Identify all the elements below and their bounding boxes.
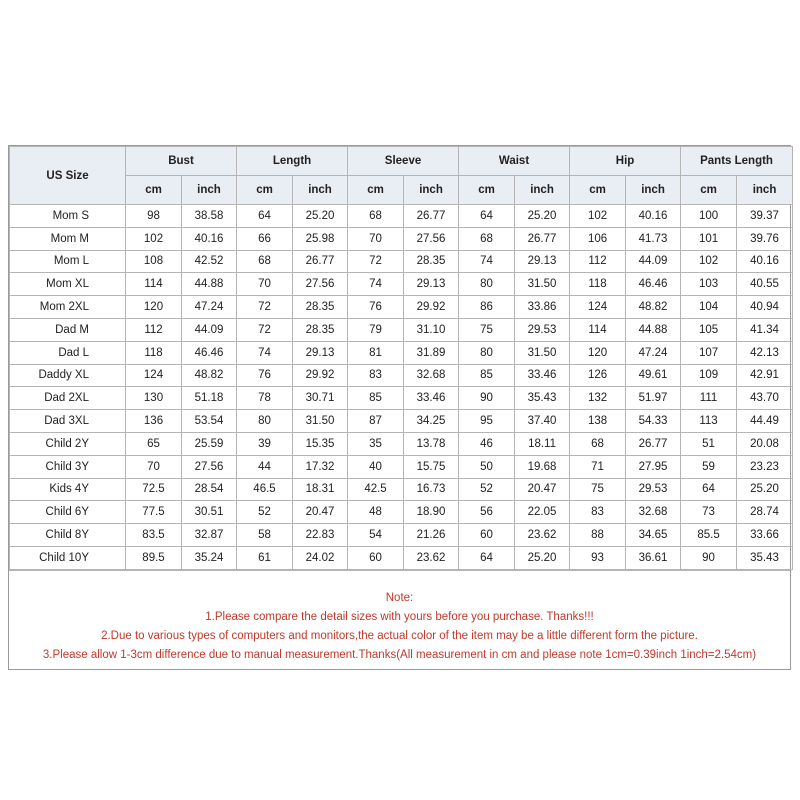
- value-cell: 105: [681, 318, 737, 341]
- value-cell: 30.51: [182, 501, 237, 524]
- value-cell: 108: [126, 250, 182, 273]
- value-cell: 28.35: [293, 296, 348, 319]
- value-cell: 48.82: [626, 296, 681, 319]
- value-cell: 24.02: [293, 546, 348, 569]
- value-cell: 26.77: [626, 432, 681, 455]
- value-cell: 59: [681, 455, 737, 478]
- table-row: [10, 387, 793, 410]
- value-cell: 109: [681, 364, 737, 387]
- value-cell: 40.16: [737, 250, 793, 273]
- value-cell: 77.5: [126, 501, 182, 524]
- value-cell: 90: [459, 387, 515, 410]
- size-cell: Mom XL: [10, 273, 126, 296]
- value-cell: 28.54: [182, 478, 237, 501]
- value-cell: 31.50: [515, 273, 570, 296]
- value-cell: 107: [681, 341, 737, 364]
- value-cell: 20.47: [515, 478, 570, 501]
- value-cell: 138: [570, 410, 626, 433]
- value-cell: 76: [237, 364, 293, 387]
- value-cell: 25.59: [182, 432, 237, 455]
- value-cell: 25.20: [515, 205, 570, 228]
- size-cell: Mom M: [10, 227, 126, 250]
- value-cell: 17.32: [293, 455, 348, 478]
- size-table: [9, 146, 793, 570]
- value-cell: 46: [459, 432, 515, 455]
- value-cell: 34.65: [626, 524, 681, 547]
- value-cell: 113: [681, 410, 737, 433]
- value-cell: 81: [348, 341, 404, 364]
- value-cell: 30.71: [293, 387, 348, 410]
- value-cell: 52: [237, 501, 293, 524]
- value-cell: 83: [348, 364, 404, 387]
- value-cell: 29.13: [293, 341, 348, 364]
- value-cell: 106: [570, 227, 626, 250]
- size-cell: Child 3Y: [10, 455, 126, 478]
- value-cell: 80: [459, 341, 515, 364]
- table-row: [10, 296, 793, 319]
- value-cell: 50: [459, 455, 515, 478]
- value-cell: 15.75: [404, 455, 459, 478]
- value-cell: 49.61: [626, 364, 681, 387]
- value-cell: 64: [459, 205, 515, 228]
- value-cell: 68: [348, 205, 404, 228]
- value-cell: 27.95: [626, 455, 681, 478]
- value-cell: 101: [681, 227, 737, 250]
- table-row: [10, 250, 793, 273]
- value-cell: 72.5: [126, 478, 182, 501]
- size-cell: Mom S: [10, 205, 126, 228]
- value-cell: 102: [126, 227, 182, 250]
- value-cell: 136: [126, 410, 182, 433]
- size-chart: [8, 145, 791, 670]
- value-cell: 114: [126, 273, 182, 296]
- value-cell: 20.47: [293, 501, 348, 524]
- value-cell: 25.20: [515, 546, 570, 569]
- value-cell: 15.35: [293, 432, 348, 455]
- value-cell: 18.31: [293, 478, 348, 501]
- value-cell: 46.46: [182, 341, 237, 364]
- value-cell: 21.26: [404, 524, 459, 547]
- value-cell: 35.43: [515, 387, 570, 410]
- value-cell: 31.50: [515, 341, 570, 364]
- value-cell: 41.73: [626, 227, 681, 250]
- value-cell: 98: [126, 205, 182, 228]
- value-cell: 112: [570, 250, 626, 273]
- value-cell: 54: [348, 524, 404, 547]
- value-cell: 51.18: [182, 387, 237, 410]
- value-cell: 56: [459, 501, 515, 524]
- value-cell: 18.90: [404, 501, 459, 524]
- value-cell: 114: [570, 318, 626, 341]
- value-cell: 16.73: [404, 478, 459, 501]
- table-row: [10, 432, 793, 455]
- value-cell: 31.89: [404, 341, 459, 364]
- value-cell: 25.20: [737, 478, 793, 501]
- size-cell: Daddy XL: [10, 364, 126, 387]
- value-cell: 73: [681, 501, 737, 524]
- value-cell: 80: [459, 273, 515, 296]
- size-cell: Mom 2XL: [10, 296, 126, 319]
- value-cell: 118: [570, 273, 626, 296]
- value-cell: 124: [570, 296, 626, 319]
- table-row: [10, 318, 793, 341]
- value-cell: 31.10: [404, 318, 459, 341]
- size-cell: Dad L: [10, 341, 126, 364]
- value-cell: 64: [459, 546, 515, 569]
- size-cell: Dad 2XL: [10, 387, 126, 410]
- group-header: Hip: [570, 147, 681, 176]
- table-row: [10, 227, 793, 250]
- value-cell: 64: [681, 478, 737, 501]
- value-cell: 26.77: [515, 227, 570, 250]
- table-row: [10, 478, 793, 501]
- value-cell: 74: [237, 341, 293, 364]
- value-cell: 58: [237, 524, 293, 547]
- value-cell: 26.77: [293, 250, 348, 273]
- value-cell: 40.16: [626, 205, 681, 228]
- size-cell: Child 2Y: [10, 432, 126, 455]
- value-cell: 64: [237, 205, 293, 228]
- value-cell: 86: [459, 296, 515, 319]
- table-row: [10, 524, 793, 547]
- value-cell: 42.52: [182, 250, 237, 273]
- value-cell: 93: [570, 546, 626, 569]
- note-line: 1.Please compare the detail sizes with yours before you purchase. Thanks!!!: [205, 610, 594, 623]
- value-cell: 53.54: [182, 410, 237, 433]
- value-cell: 27.56: [293, 273, 348, 296]
- value-cell: 44: [237, 455, 293, 478]
- value-cell: 28.35: [293, 318, 348, 341]
- value-cell: 20.08: [737, 432, 793, 455]
- value-cell: 89.5: [126, 546, 182, 569]
- value-cell: 29.13: [404, 273, 459, 296]
- value-cell: 35.24: [182, 546, 237, 569]
- value-cell: 88: [570, 524, 626, 547]
- value-cell: 32.68: [404, 364, 459, 387]
- value-cell: 72: [237, 296, 293, 319]
- size-cell: Mom L: [10, 250, 126, 273]
- value-cell: 68: [237, 250, 293, 273]
- table-row: [10, 341, 793, 364]
- value-cell: 22.05: [515, 501, 570, 524]
- value-cell: 44.88: [182, 273, 237, 296]
- unit-inch-header: inch: [404, 176, 459, 205]
- value-cell: 60: [459, 524, 515, 547]
- value-cell: 44.09: [626, 250, 681, 273]
- value-cell: 75: [459, 318, 515, 341]
- value-cell: 83: [570, 501, 626, 524]
- value-cell: 48: [348, 501, 404, 524]
- value-cell: 23.23: [737, 455, 793, 478]
- value-cell: 103: [681, 273, 737, 296]
- group-header: Pants Length: [681, 147, 793, 176]
- value-cell: 72: [348, 250, 404, 273]
- value-cell: 76: [348, 296, 404, 319]
- value-cell: 33.46: [515, 364, 570, 387]
- value-cell: 27.56: [182, 455, 237, 478]
- size-cell: Dad M: [10, 318, 126, 341]
- value-cell: 72: [237, 318, 293, 341]
- value-cell: 51: [681, 432, 737, 455]
- value-cell: 80: [237, 410, 293, 433]
- note-line: 2.Due to various types of computers and monitors,the actual color of the item may be a little different form the picture.: [101, 629, 698, 642]
- value-cell: 120: [570, 341, 626, 364]
- value-cell: 85.5: [681, 524, 737, 547]
- notes-section: [9, 570, 790, 669]
- value-cell: 44.09: [182, 318, 237, 341]
- value-cell: 29.92: [293, 364, 348, 387]
- unit-inch-header: inch: [182, 176, 237, 205]
- value-cell: 46.5: [237, 478, 293, 501]
- value-cell: 70: [348, 227, 404, 250]
- value-cell: 74: [348, 273, 404, 296]
- table-row: [10, 501, 793, 524]
- value-cell: 95: [459, 410, 515, 433]
- value-cell: 130: [126, 387, 182, 410]
- value-cell: 39.76: [737, 227, 793, 250]
- group-header: Sleeve: [348, 147, 459, 176]
- value-cell: 132: [570, 387, 626, 410]
- value-cell: 40.55: [737, 273, 793, 296]
- value-cell: 52: [459, 478, 515, 501]
- value-cell: 18.11: [515, 432, 570, 455]
- value-cell: 46.46: [626, 273, 681, 296]
- group-header: Bust: [126, 147, 237, 176]
- value-cell: 47.24: [182, 296, 237, 319]
- value-cell: 32.68: [626, 501, 681, 524]
- size-cell: Child 10Y: [10, 546, 126, 569]
- table-header: [10, 147, 793, 205]
- notes-title: Note:: [385, 591, 414, 604]
- value-cell: 37.40: [515, 410, 570, 433]
- value-cell: 33.66: [737, 524, 793, 547]
- value-cell: 40.16: [182, 227, 237, 250]
- unit-cm-header: cm: [570, 176, 626, 205]
- value-cell: 118: [126, 341, 182, 364]
- value-cell: 39: [237, 432, 293, 455]
- value-cell: 42.91: [737, 364, 793, 387]
- value-cell: 43.70: [737, 387, 793, 410]
- value-cell: 29.53: [515, 318, 570, 341]
- value-cell: 29.13: [515, 250, 570, 273]
- value-cell: 48.82: [182, 364, 237, 387]
- value-cell: 29.53: [626, 478, 681, 501]
- table-row: [10, 546, 793, 569]
- value-cell: 85: [459, 364, 515, 387]
- value-cell: 65: [126, 432, 182, 455]
- note-line: 3.Please allow 1-3cm difference due to manual measurement.Thanks(All measurement in cm and please note 1cm=0.39inch 1inch=2.54cm): [42, 648, 757, 661]
- unit-inch-header: inch: [737, 176, 793, 205]
- unit-inch-header: inch: [293, 176, 348, 205]
- unit-cm-header: cm: [126, 176, 182, 205]
- value-cell: 23.62: [404, 546, 459, 569]
- table-row: [10, 273, 793, 296]
- value-cell: 40: [348, 455, 404, 478]
- value-cell: 60: [348, 546, 404, 569]
- value-cell: 27.56: [404, 227, 459, 250]
- value-cell: 71: [570, 455, 626, 478]
- value-cell: 32.87: [182, 524, 237, 547]
- value-cell: 42.5: [348, 478, 404, 501]
- value-cell: 40.94: [737, 296, 793, 319]
- value-cell: 51.97: [626, 387, 681, 410]
- unit-cm-header: cm: [681, 176, 737, 205]
- value-cell: 29.92: [404, 296, 459, 319]
- size-column-header: US Size: [10, 147, 126, 205]
- value-cell: 19.68: [515, 455, 570, 478]
- value-cell: 33.86: [515, 296, 570, 319]
- value-cell: 35: [348, 432, 404, 455]
- value-cell: 22.83: [293, 524, 348, 547]
- unit-inch-header: inch: [626, 176, 681, 205]
- value-cell: 47.24: [626, 341, 681, 364]
- value-cell: 44.49: [737, 410, 793, 433]
- unit-cm-header: cm: [348, 176, 404, 205]
- value-cell: 90: [681, 546, 737, 569]
- value-cell: 34.25: [404, 410, 459, 433]
- value-cell: 25.20: [293, 205, 348, 228]
- table-row: [10, 205, 793, 228]
- table-body: [10, 205, 793, 570]
- table-row: [10, 364, 793, 387]
- value-cell: 33.46: [404, 387, 459, 410]
- value-cell: 104: [681, 296, 737, 319]
- value-cell: 124: [126, 364, 182, 387]
- value-cell: 26.77: [404, 205, 459, 228]
- value-cell: 41.34: [737, 318, 793, 341]
- value-cell: 74: [459, 250, 515, 273]
- size-cell: Child 6Y: [10, 501, 126, 524]
- value-cell: 31.50: [293, 410, 348, 433]
- value-cell: 79: [348, 318, 404, 341]
- size-cell: Child 8Y: [10, 524, 126, 547]
- value-cell: 111: [681, 387, 737, 410]
- value-cell: 102: [681, 250, 737, 273]
- value-cell: 100: [681, 205, 737, 228]
- size-cell: Kids 4Y: [10, 478, 126, 501]
- size-cell: Dad 3XL: [10, 410, 126, 433]
- unit-inch-header: inch: [515, 176, 570, 205]
- table-row: [10, 410, 793, 433]
- value-cell: 112: [126, 318, 182, 341]
- value-cell: 70: [126, 455, 182, 478]
- value-cell: 23.62: [515, 524, 570, 547]
- value-cell: 42.13: [737, 341, 793, 364]
- value-cell: 85: [348, 387, 404, 410]
- value-cell: 38.58: [182, 205, 237, 228]
- value-cell: 126: [570, 364, 626, 387]
- value-cell: 39.37: [737, 205, 793, 228]
- value-cell: 28.35: [404, 250, 459, 273]
- value-cell: 68: [570, 432, 626, 455]
- value-cell: 66: [237, 227, 293, 250]
- value-cell: 54.33: [626, 410, 681, 433]
- value-cell: 83.5: [126, 524, 182, 547]
- value-cell: 75: [570, 478, 626, 501]
- value-cell: 87: [348, 410, 404, 433]
- value-cell: 68: [459, 227, 515, 250]
- value-cell: 78: [237, 387, 293, 410]
- value-cell: 13.78: [404, 432, 459, 455]
- group-header: Length: [237, 147, 348, 176]
- unit-cm-header: cm: [459, 176, 515, 205]
- value-cell: 120: [126, 296, 182, 319]
- value-cell: 25.98: [293, 227, 348, 250]
- value-cell: 36.61: [626, 546, 681, 569]
- group-header: Waist: [459, 147, 570, 176]
- value-cell: 28.74: [737, 501, 793, 524]
- value-cell: 44.88: [626, 318, 681, 341]
- value-cell: 102: [570, 205, 626, 228]
- value-cell: 61: [237, 546, 293, 569]
- value-cell: 70: [237, 273, 293, 296]
- unit-cm-header: cm: [237, 176, 293, 205]
- table-row: [10, 455, 793, 478]
- value-cell: 35.43: [737, 546, 793, 569]
